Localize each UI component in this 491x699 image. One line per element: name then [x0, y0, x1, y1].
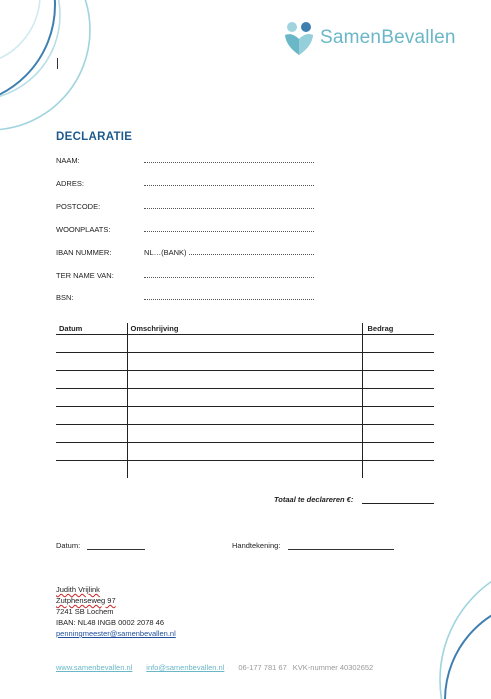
table-row — [56, 389, 434, 407]
field-label: WOONPLAATS: — [56, 225, 111, 234]
table-row — [56, 443, 434, 461]
cell-datum[interactable] — [56, 353, 127, 371]
address-name — [56, 585, 100, 594]
footer-kvk: KVK-nummer 40302652 — [292, 663, 374, 672]
cell-bedrag[interactable] — [362, 407, 434, 425]
address-city: 7241 SB Lochem — [56, 607, 114, 616]
column-header-bedrag: Bedrag — [362, 323, 434, 335]
cell-omschrijving[interactable] — [127, 407, 362, 425]
expense-table — [56, 323, 434, 478]
footer — [56, 663, 387, 672]
cell-bedrag[interactable] — [362, 461, 434, 479]
field-line[interactable] — [144, 162, 314, 163]
field-label: BSN: — [56, 293, 74, 302]
signature-line[interactable] — [288, 549, 394, 550]
table-row — [56, 407, 434, 425]
cell-datum[interactable] — [56, 407, 127, 425]
field-line[interactable] — [144, 185, 314, 186]
page-title: DECLARATIE — [56, 131, 133, 143]
date-line[interactable] — [87, 549, 145, 550]
field-label: TER NAME VAN: — [56, 271, 114, 280]
cell-omschrijving[interactable] — [127, 443, 362, 461]
column-header-omschrijving: Omschrijving — [127, 323, 362, 335]
cell-omschrijving[interactable] — [127, 353, 362, 371]
cell-bedrag[interactable] — [362, 371, 434, 389]
cell-bedrag[interactable] — [362, 335, 434, 353]
brand-logo — [282, 20, 456, 56]
cell-datum[interactable] — [56, 371, 127, 389]
address-street-text: Zutphenseweg 97 — [56, 596, 116, 605]
table-row — [56, 353, 434, 371]
table-row — [56, 461, 434, 479]
address-iban: IBAN: NL48 INGB 0002 2078 46 — [56, 618, 164, 627]
email-link[interactable]: penningmeester@samenbevallen.nl — [56, 629, 176, 638]
address-name-text: Judith Vrijlink — [56, 585, 100, 594]
cell-datum[interactable] — [56, 335, 127, 353]
signature-label: Handtekening: — [232, 541, 281, 550]
column-header-datum: Datum — [56, 323, 127, 335]
field-label: POSTCODE: — [56, 202, 101, 211]
cell-omschrijving[interactable] — [127, 371, 362, 389]
date-label: Datum: — [56, 541, 81, 550]
total-amount-line[interactable] — [362, 503, 434, 504]
table-header-row — [56, 323, 434, 335]
field-line[interactable] — [144, 277, 314, 278]
brand-name: SamenBevallen — [320, 27, 456, 48]
address-email-row — [56, 629, 176, 638]
table-row — [56, 425, 434, 443]
cell-datum[interactable] — [56, 461, 127, 479]
iban-prefix: NL…(BANK) — [144, 248, 187, 257]
cell-bedrag[interactable] — [362, 389, 434, 407]
cell-datum[interactable] — [56, 443, 127, 461]
logo-icon — [282, 20, 316, 56]
cell-datum[interactable] — [56, 389, 127, 407]
total-label: Totaal te declareren €: — [274, 495, 354, 504]
footer-phone: 06-177 781 67 — [238, 663, 287, 672]
text-cursor — [57, 58, 58, 69]
field-line[interactable] — [144, 299, 314, 300]
cell-omschrijving[interactable] — [127, 461, 362, 479]
cell-omschrijving[interactable] — [127, 425, 362, 443]
cell-datum[interactable] — [56, 425, 127, 443]
cell-omschrijving[interactable] — [127, 389, 362, 407]
field-label: ADRES: — [56, 179, 84, 188]
field-label: NAAM: — [56, 156, 80, 165]
website-link[interactable]: www.samenbevallen.nl — [56, 663, 133, 672]
table-row — [56, 371, 434, 389]
cell-bedrag[interactable] — [362, 353, 434, 371]
field-line[interactable] — [144, 208, 314, 209]
field-label: IBAN NUMMER: — [56, 248, 112, 257]
cell-bedrag[interactable] — [362, 443, 434, 461]
table-row — [56, 335, 434, 353]
cell-omschrijving[interactable] — [127, 335, 362, 353]
cell-bedrag[interactable] — [362, 425, 434, 443]
address-street — [56, 596, 116, 605]
footer-email-link[interactable]: info@samenbevallen.nl — [146, 663, 225, 672]
field-line[interactable] — [144, 231, 314, 232]
